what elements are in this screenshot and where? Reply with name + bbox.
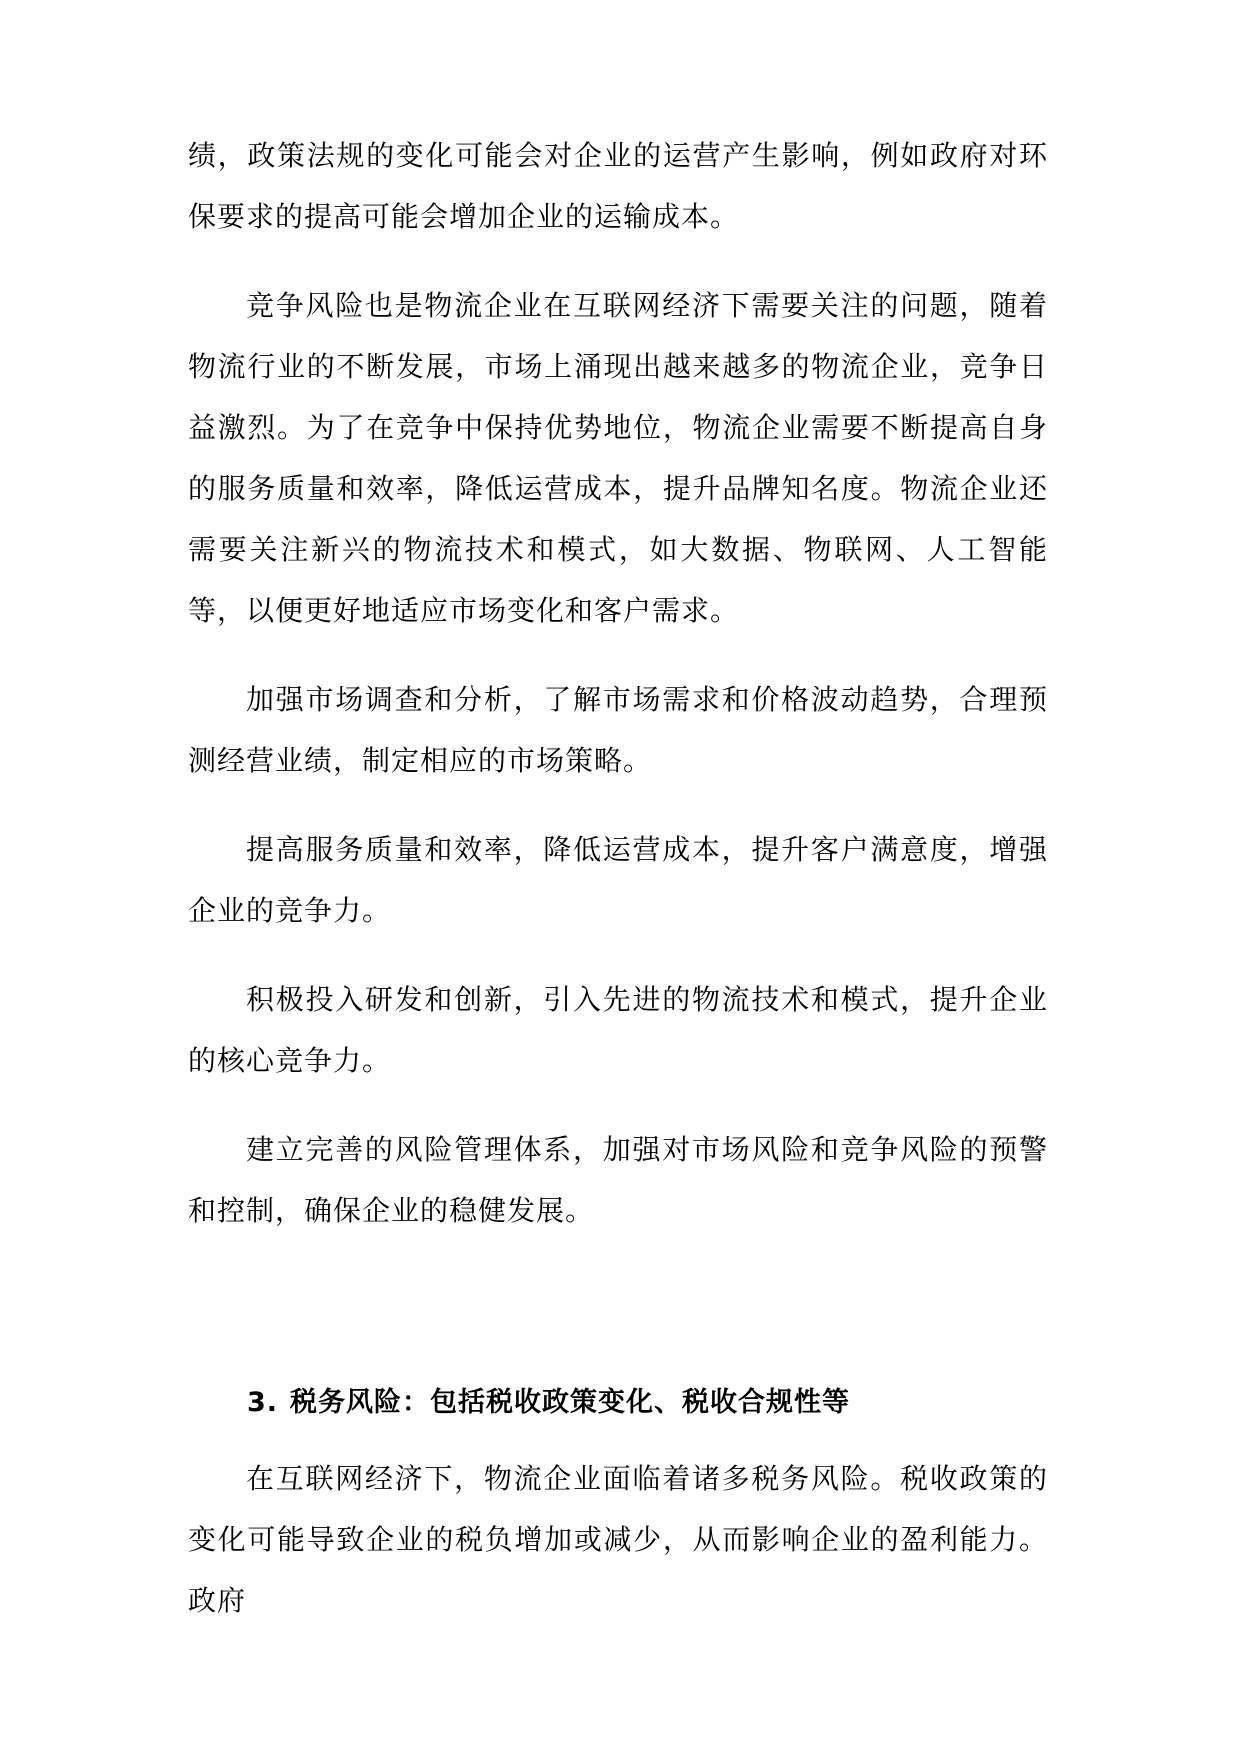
- paragraph-competition-risk: 竞争风险也是物流企业在互联网经济下需要关注的问题，随着物流行业的不断发展，市场上涌现出越来越多的物流企业，竞争日益激烈。为了在竞争中保持优势地位，物流企业需要不断提高自身的服务质量和效率，降低运营成本，提升品牌知名度。物流企业还需要关注新兴的物流技术和模式，如大数据、物联网、人工智能等，以便更好地适应市场变化和客户需求。: [188, 289, 1048, 627]
- paragraph-innovation: 积极投入研发和创新，引入先进的物流技术和模式，提升企业的核心竞争力。: [188, 983, 1048, 1077]
- body-text-bottom: [188, 1448, 1048, 1631]
- section-heading-tax-risk: [247, 1383, 850, 1423]
- paragraph-tax-risk: 在互联网经济下，物流企业面临着诸多税务风险。税收政策的变化可能导致企业的税负增加或减少，从而影响企业的盈利能力。政府: [188, 1462, 1048, 1617]
- section-heading-number: 3.: [247, 1387, 279, 1418]
- paragraph-risk-management: 建立完善的风险管理体系，加强对市场风险和竞争风险的预警和控制，确保企业的稳健发展。: [188, 1133, 1048, 1227]
- paragraph-service-quality: 提高服务质量和效率，降低运营成本，提升客户满意度，增强企业的竞争力。: [188, 833, 1048, 927]
- body-text-top: [188, 125, 1048, 1241]
- section-heading-title: 税务风险：包括税收政策变化、税收合规性等: [290, 1387, 851, 1418]
- paragraph-continued: 绩，政策法规的变化可能会对企业的运营产生影响，例如政府对环保要求的提高可能会增加企业的运输成本。: [188, 139, 1048, 233]
- paragraph-market-research: 加强市场调查和分析，了解市场需求和价格波动趋势，合理预测经营业绩，制定相应的市场策略。: [188, 683, 1048, 777]
